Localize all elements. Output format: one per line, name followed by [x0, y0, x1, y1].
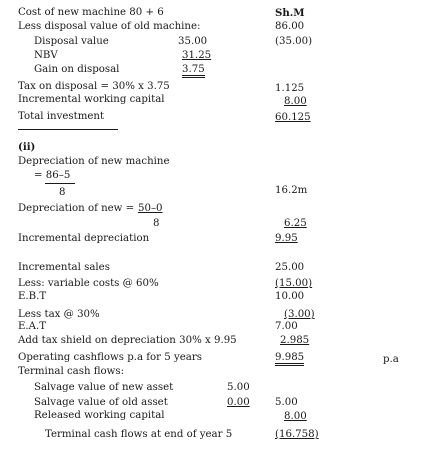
terminal-total-label: Terminal cash flows at end of year 5 [45, 429, 233, 440]
disposal-value-label: Disposal value [34, 36, 109, 47]
dep-new2-label: Depreciation of new = [18, 203, 135, 214]
incr-sales-label: Incremental sales [18, 262, 110, 273]
released-wc-label: Released working capital [34, 410, 165, 421]
tax-shield-label: Add tax shield on depreciation 30% x 9.95 [18, 335, 237, 346]
operating-cf-label: Operating cashflows p.a for 5 years [18, 352, 202, 363]
salvage-old-mid: 0.00 [227, 397, 250, 408]
dep-new-value: 16.2m [275, 185, 308, 196]
salvage-old-label: Salvage value of old asset [34, 397, 168, 408]
less-tax-value: (3.00) [284, 309, 315, 320]
salvage-new-label: Salvage value of new asset [34, 382, 174, 393]
eat-label: E.A.T [18, 321, 47, 332]
tax-shield-value: 2.985 [280, 335, 310, 346]
section-divider [18, 129, 118, 130]
eat-value: 7.00 [275, 321, 298, 332]
terminal-cf-heading: Terminal cash flows: [18, 366, 125, 377]
salvage-new-mid: 5.00 [227, 382, 250, 393]
variable-costs-label: Less: variable costs @ 60% [18, 278, 159, 289]
tax-disposal-label: Tax on disposal = 30% x 3.75 [18, 81, 170, 92]
operating-cf-value: 9.985 [275, 353, 304, 366]
released-wc-value: 8.00 [284, 411, 307, 422]
incr-dep-value: 9.95 [275, 233, 298, 244]
cost-new-machine-value: 86.00 [275, 21, 305, 32]
gain-disposal-label: Gain on disposal [34, 64, 120, 75]
part-ii-heading: (ii) [18, 141, 36, 153]
tax-disposal-value: 1.125 [275, 83, 305, 94]
salvage-old-value: 5.00 [275, 397, 298, 408]
dep-new-fraction-bar [45, 183, 75, 184]
dep-new2-numerator: 50–0 [138, 203, 163, 214]
dep-new-denominator: 8 [59, 187, 66, 198]
less-disposal-value: (35.00) [275, 36, 313, 47]
nbv-label: NBV [34, 50, 58, 61]
total-investment-label: Total investment [18, 111, 105, 122]
cost-new-machine-label: Cost of new machine 80 + 6 [18, 7, 164, 18]
less-tax-label: Less tax @ 30% [18, 309, 100, 320]
incr-sales-value: 25.00 [275, 262, 305, 273]
less-disposal-label: Less disposal value of old machine: [18, 21, 201, 32]
terminal-total-value: (16.758) [275, 429, 319, 440]
working-capital-value: 8.00 [284, 96, 307, 107]
ebt-label: E.B.T [18, 291, 47, 302]
disposal-value-mid: 35.00 [178, 36, 208, 47]
incr-dep-label: Incremental depreciation [18, 233, 150, 244]
nbv-mid: 31.25 [182, 50, 212, 61]
dep-new2-value: 6.25 [284, 218, 307, 229]
total-investment-value: 60.125 [275, 112, 311, 123]
column-header: Sh.M [275, 7, 305, 19]
working-capital-label: Incremental working capital [18, 94, 165, 105]
dep-new-label: Depreciation of new machine [18, 156, 170, 167]
dep-new2-denominator: 8 [153, 218, 160, 229]
gain-disposal-mid: 3.75 [182, 65, 205, 78]
variable-costs-value: (15.00) [275, 278, 313, 289]
operating-cf-note: p.a [383, 354, 399, 365]
dep-new-numerator: = 86–5 [34, 170, 71, 181]
ebt-value: 10.00 [275, 291, 305, 302]
